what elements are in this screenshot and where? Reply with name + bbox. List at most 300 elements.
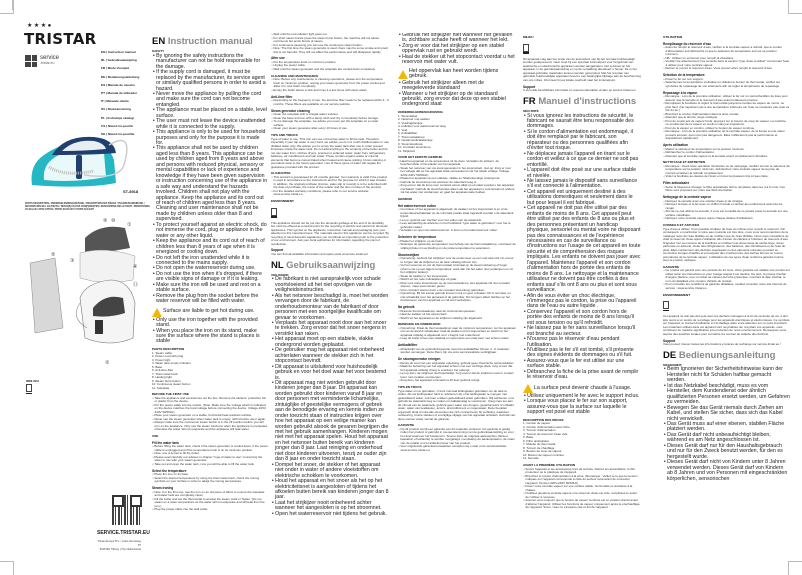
subsection-heading: Fill the water tank [152,440,179,445]
diagram-label: ⑪ [133,282,139,288]
parts-list-item: 3. Power light [152,357,171,362]
paragraph: Type d'eau à utiliser. Il est possible d'utiliser de l'eau du robinet pour remplir le réservoir. Par conséquent, en particulier si votre eau courante est très dure, nous vous recommandons de la mélanger avec de l'eau distillée ou de n'utiliser que de l'eau distillée. Nous vous conseillons de vider le réservoir d'eau après l'utilisation afin d'éviter du calcaire à l'intérieur du réservoir d'eau. N'ajoutez rien au contenu de la bouilloire et n'utilisez pas d'eau issue de sèche-linge, d'eau parfumée ou adoucie, d'eau des réfrigérateurs, des batteries, des climatiseurs et de l'eau de pluie. Elles contiennent des déchets organiques ou des éléments minéraux pouvant se concentrer lorsque chauffés et provoquant des crachements, des taches brunes ou l'usure prématurée de la centrale vapeur. L'utilisation de ces types d'eau rendra la garantie fournie avec le produit, caduque. [663,226,789,263]
bullet-item: • Cet appareil ne doit pas être utilisé par des enfants de moins de 8 ans. Cet appareil peut être utilisé par des enfants de 8 ans ou plus et des personnes présentant un handicap physique, sensoriel ou mental voire ne disposant pas des connaissances et de l'expérience nécessaires en cas de surveillance ou d'instructions sur l'usage de cet appareil en toute sécurité et de compréhension des risques impliqués. Les enfants ne doivent pas jouer avec l'appareil. Maintenez l'appareil et son cordon d'alimentation hors de portée des enfants de moins de 8 ans. Le nettoyage et la maintenance utilisateur ne doivent pas être confiés à des enfants sauf s'ils ont 8 ans ou plus et sont sous surveillance. [523,206,641,293]
bullet-item: • Beim Ignorieren der Sicherheitshinweise kann der Hersteller nicht für Schäden haftbar gemacht werden. [663,367,790,383]
subsection-heading: Nettoyage de la centrale vapeur [663,195,712,200]
bullet-item-small: • Take the appliance and accessories out the box. Remove the stickers, protective foil or plastic from the device. [152,397,268,404]
diagram-label: ⑨ [103,218,108,224]
crop-mark [788,0,802,14]
bullet-item: • The appliance must be placed on a stable, level surface. [152,108,268,119]
parts-list-item: 6. Filtre anticalcaire [523,438,550,443]
bullet-item-small: • Ce produit est garanti pour une période de 24 mois. Votre garantie est valable si le produit est utilisé selon les instructions et pour l'usage auquel il est destiné. De plus, la preuve d'achat d'origine (facture, reçu ou ticket de caisse) doit être présentée, montrant la date d'achat, le nom du détaillant et le numéro d'article du produit. [663,269,790,283]
diagram-label: ④ [133,264,138,270]
language-item: CS | Návod na použití [101,123,133,128]
language-item: SV | Bruksanvisning [101,107,131,112]
bullet-item-small: • Select the desired temperature by using the thermostat knob, check the ironing symbols on your clothes in order to adapt the ironing temperature. [152,477,268,484]
bullet-item: • Wanneer u het strijkijzer op de standaard gebruikt, zorg ervoor dat deze op een stabiel ondergrond staat [398,92,516,108]
hot-surface-warning [398,69,516,80]
section-heading: REINIGING EN ONDERHOUD [398,322,441,327]
bullet-item: • Cet appareil est uniquement destiné à des utilisations domestiques et seulement dans le but pour lequel il est fabriqué. [523,190,641,206]
bullet-item: • Als het netsnoer beschadigd is, moet het worden vervangen door de fabrikant, de onderhoudsmonteur van de fabrikant of door personen met een soortgelijke kwalificatie om gevaar te voorkomen. [271,294,389,321]
bullet-item-small: • Remarque : Avant toute opération d'entretien ou de nettoyage, veuillez tourner le sélecteur de température sur la position minimum, débranchez votre centrale vapeur de la prise de courant et laissez-la refroidir complètement. [663,165,790,176]
section-heading: BEFORE THE FIRST USE [152,392,189,397]
column-en [152,33,268,555]
model-number: ST-8918 [123,189,139,194]
bullet-item-small: • N'utilisez jamais la centrale vapeur si le réservoir d'eau est vide, remplissez-le avant de l'utiliser à nouveau. [523,492,641,499]
bullet-item-small: • Plaats het apparaat op een stabiele, vlakke en hittebestendige ondergrond. [398,177,516,181]
bullet-item-small: • Druk voor korte stoomstoten op de stoomstootknop. Het apparaat zal niet constant stomen, maar stoomstoten geven. [398,282,516,289]
section-heading: TIPS EN TRUCS [398,385,422,390]
section-heading: PARTS DESCRIPTION [152,347,185,352]
section-heading: SICHERHEIT [663,362,682,367]
bullet-item-small: • Selon la fréquence d'usage, le filtre anticalcaire doit le remplacer dans les 4 à 6 mois. Ces filtres sont proposés sur notre site Web d'entretien. [663,186,790,193]
bullet-item: • Dit apparaat mag niet worden gebruikt door kinderen jonger dan 8 jaar. Dit apparaat kan worden gebruikt door kinderen vanaf 8 jaar en door personen met verminderde lichamelijke, zintuiglijke of geestelijke vermogens of gebrek aan de benodigde ervaring en kennis indien ze onder toezicht staan of instructies krijgen over hoe het apparaat op een veilige manier kan worden gebruikt alsook de gevaren begrijpen die met het gebruik samenhangen. Kinderen mogen niet met het apparaat spelen. Houd het apparaat en het netsnoer buiten bereik van kinderen jonger dan 8 jaar. Laat reiniging en onderhoud niet door kinderen uitvoeren, tenzij ze ouder zijn dan 8 jaar en onder toezicht staan. [271,381,389,463]
bullet-item-small: • For short steam bursts press the steam burst button, the machine will not steam continuous but emits bursts of steam. [271,37,389,44]
bullet-item-small: • Steek de stekker in het stopcontact. [398,275,516,279]
manual-title: Manuel d'instructions [538,95,637,107]
bullet-item: • Haal de stekker uit het stopcontact voordat u het reservoir met water vult. [398,55,516,66]
weee-bin-icon [26,384,32,392]
section-heading: USE [152,434,159,439]
parts-list-item: 10. Continuous steam button [152,382,191,387]
bullet-item: • N'utilisez pas le fer s'il est tombé, s'il présente des signes évidents de dommages ou s'il fuit. [523,348,641,359]
parts-diagram [25,218,145,368]
bullet-item: • Remove the plug from the socket before the water reservoir will be filled with water. [152,294,268,305]
section-heading: TIPS AND TRICKS [271,132,298,137]
bullet-item-small: • For the detailed warranty conditions, please refer to our service website: www.service.tristar.eu [271,190,389,197]
weee-label: IMDE 2012 [26,380,39,383]
section-heading: GARANTIE [663,264,680,269]
paragraph: U kunt alle beschikbare informatie en reserveonderdelen vinden op service.tristar.eu! [523,88,636,93]
product-photo [24,125,144,190]
language-code: FR [523,95,536,107]
parts-list-item: 4. Témoin de réservoir d'eau vide [523,431,568,436]
paragraph: Cet appareil ne doit pas être jeté avec les déchets ménagers à la fin de sa durée de vie, il doit être remis à un centre de recyclage pour les appareils électriques et électroniques. Ce symbole sur l'appareil, le manuel d'utilisation et l'emballage attire votre attention sur ce point important. Les matériaux utilisés dans cet appareil sont recyclables. En recyclant vos appareils, vous contribuez de manière significative à la protection de notre environnement. Renseignez-vous auprès des autorités locales pour connaître les centres de collecte des déchets. [663,314,790,336]
bullet-item-small: • Unplug the power cable. [271,64,389,68]
bullet-item-small: • Assurez-vous toujours que le bouton de vapeur continue est en position d'arrêt avant d'allumer l'appareil. Utilisez les fonctions de vapeur uniquement après le préchauffage de l'appareil. Sinon, l'eau ne s'évapore pas et fuit de l'appareil. [523,499,641,510]
language-heading [152,36,268,47]
parts-list-item: 4. Water tank empty indicator [152,361,191,366]
bullet-item-small: • Lees aandachtig de adviezen in het hoofdstuk "type water te gebruiken" voor het te gebruiken water. [398,222,516,229]
language-item: IT | Manuale utente [101,99,129,104]
bullet-item: • Zorg er voor dat het strijkijzer op een stabiel oppervlak rust en gebruikt wordt. [398,44,516,55]
section-heading: SAFETY [152,49,165,54]
section-heading: NETTOYAGE ET ENTRETIEN [663,160,706,165]
bullet-item-small: • Branchez le cordon d'alimentation à la prise. (Remarque : Veillez à ce que la tension indiquée sur l'appareil corresponde à celle du secteur local avant de connecter l'appareil. Tension 220V-240V 50/60Hz) [523,475,641,486]
language-item: EN | Instruction manual [101,50,136,54]
parts-list-item: 1. Cordon de vapeur [523,421,551,426]
bullet-item-small: • Op dit product wordt een garantie van 24 maanden verleend. Uw garantie is geldig indien het product is gebruikt in overeenstemming met de gebruiksaanwijzing en voor het doel waarvoor het bestemd is. Tevens dient de originele aankoopbon (factuur, kassabon of kwitantie) te worden overgelegd, met daarop de aankoopdatum, de naam van de retailer en het artikelnummer van het product. [398,428,516,446]
parts-list-item: 8. Témoin de chauffage [523,445,555,450]
subsection-heading: Selecteer de temperatuur [398,235,437,240]
section-heading: ENVIRONMENT [271,198,294,203]
column-nl-fr [523,33,641,555]
brand-stars: ★★★● [27,23,53,29]
bullet-item-small: • Pour connaître les conditions de garantie détaillées, veuillez consulter notre site Internet de service : www.service.tristar.eu [663,283,790,290]
parts-list-item: 9. Bouton de coup de vapeur [523,449,562,454]
bullet-item: • Si le cordon d'alimentation est endommagé, il doit être remplacé par le fabricant, son réparateur ou des personnes qualifiées afin d'éviter tout risque. [523,130,641,152]
language-heading [271,260,389,271]
bullet-item-small: • Posez votre centrale vapeur sur une surface stable, horizontale et résistante à la chaleur. [523,485,641,492]
parts-list-item: 7. Molette du thermostat [523,442,556,447]
bullet-item-small: • Clean the base and iron with a damp cloth and dry it completely before storage. [271,117,389,121]
bullet-item: • Laat het strijkijzer nooit onbeheerd achter wanneer het aangesloten is op het stroomnet. [271,501,389,512]
weee-bin-icon [271,208,277,216]
subsection-heading: Remplissage du réservoir d'eau [663,41,712,46]
subsection-heading: Filtre anticalcaire [663,181,690,186]
language-heading [523,96,641,107]
weee-bin-icon [523,44,529,52]
bullet-item-small: • Maak de behuizing van het apparaat schoon met een vochtige doek, zorg ervoor dat het apparaat volledig droog is voordat u het opbergt. [398,365,516,372]
bullet-item-small: • Avant de remplir le réservoir d'eau, vérifiez si la centrale vapeur a refroidi, que le cordon d'alimentation soit débranché et que le sélecteur de température soit sur sa position minimum. [663,46,790,57]
diagram-label: ⑤ [51,252,56,258]
bullet-item-small: • Note: For the first use, use the iron on an old piece of fabric to ensure the soleplate and water tank are completely clean. [152,491,268,498]
warning-text: Surface are liable to get hot during use. [163,308,255,315]
bullet-item: • Ne déplacez jamais l'appareil en tirant sur le cordon et veillez à ce que ce dernier ne soit pas entortillé. [523,152,641,168]
bullet-item: • Dieses Gerät darf nur für den Haushaltsgebrauch und nur für den Zweck benutzt werden, für den es hergestellt wurde. [663,444,790,460]
diagram-label: ③ [70,258,75,264]
bullet-item-small: • Gebruik de stoomknop niet wanneer de watertank leeg is. [398,181,516,185]
bullet-item: • Verplaats het apparaat nooit door aan het snoer te trekken. Zorg ervoor dat het snoer nergens in verstrikt kan raken. [271,321,389,337]
parts-list-item: 11. Strijkzool [398,148,415,153]
bullet-item: • Ne laissez pas le fer sans surveillance lorsqu'il est branché au secteur. [523,326,641,337]
bullet-item: • De fabrikant is niet aansprakelijk voor schade voortvloeiend uit het niet opvolgen van de veiligheidsinstructies. [271,277,389,293]
bullet-item: • Open het waterreservoir niet tijdens het gebruik. [271,512,389,517]
cover-panel [0,0,150,575]
section-heading: GUARANTEE [271,171,291,176]
warning-triangle-icon [523,384,533,393]
subsection-heading: After use [271,56,285,61]
bullet-item: • Gebruik het strijkijzer niet wanneer het gevallen is, zichtbare schade heeft of wanneer het lekt. [398,33,516,44]
bullet-item-small: • Haal het apparaat en de accessoires uit de doos. Verwijder de stickers, de beschermfolie of het plastic van het apparaat. [398,160,516,167]
bullet-item-small: • Depending on the frequency of use, the anti-lime filter needs to be replaced within 4 - 6 months. These filters are available on our service website. [271,99,389,106]
parts-list-item: 2. Cordon d'alimentation avec fiche [523,424,570,429]
bullet-item: • This appliance shall not be used by children aged less than 8 years. This appliance can be used by children aged from 8 years and above and persons with reduced physical, sensory or mental capabilities or lack of experience and knowledge if they have been given supervision or instruction concerning use of the appliance in a safe way and understand the hazards involved. Children shall not play with the appliance. Keep the appliance and its cord out of reach of children aged less than 8 years. Cleaning and user maintenance shall not be made by children unless older than 8 and supervised. [152,146,268,222]
parts-list-item: 5. Base [523,435,534,440]
bullet-item: • This appliance is only to be used for household purposes and only for the purpose it is made for. [152,130,268,146]
parts-list-item: 3. Témoin d'alimentation [523,428,556,433]
bullet-item: • To protect yourself against an electric shock, do not immerse the cord, plug or appliance in the water or any other liquid. [152,223,268,239]
bullet-item-small: • Opmerking: Gebruik het strijkijzer voor de eerste keer op een oud stuk stof om ervoor te zorgen dat de strijkzool en de tank volledig schoon zijn. [398,257,516,264]
subsection-heading: Select the temperature [152,468,187,473]
subsection-heading: Na gebruik [398,304,415,309]
parts-list-item: 11. Soleplate [152,385,170,390]
parts-list-item: 5. Base [152,364,163,369]
section-heading: ENVIRONNEMENT [663,292,691,297]
section-heading: CLEANING AND MAINTENANCE [271,73,319,78]
language-code: NL [271,259,284,271]
parts-list-item: 2. Netsnoer met stekker [398,117,430,122]
subsection-heading: Support [271,248,284,253]
bullet-item: • Ne laissez jamais le dispositif sans surveillance s'il est connecté à l'alimentation. [523,179,641,190]
bullet-item: • Only use the iron together with the provided stand. [152,318,268,329]
bullet-item: • Never move the appliance by pulling the cord and make sure the cord can not become entangled. [152,92,268,108]
service-label: service [40,55,60,61]
bullet-item-small: • Plaats het strijkijzer op de basis. [398,240,516,244]
bullet-item-small: • Remplissez la bouilloire et réglez le thermostat jusqu'à la marque de vapeur au moins, ou plus haut. (Ne vaporisez pas à une température inférieure car l'eau ne s'évapore pas mais va fuir du fer.) [663,102,790,113]
bullet-item-small: • Videz la bouilloire au-dessus de l'évier et rincez-la plusieurs fois à l'eau claire. [663,175,790,179]
bullet-item-small: • Note: Before any maintenance or cleaning operations, please turn the temperature knob on minimum position, unplug your steam generator from the power socket and allow it to cool down completely. [271,78,389,89]
column-en-nl [271,33,389,555]
bullet-item: • Débranchez la fiche de la prise avant de remplir le réservoir d'eau. [523,370,641,381]
subsection-heading: Stoomstrijken [398,252,420,257]
paragraph: Vous pouvez trouver toutes les informations et pièces de rechange sur service.tristar.eu ! [663,342,781,347]
bullet-item-small: • Wait until the red indicator light goes out. [271,33,389,37]
bullet-item: • Ist das Netzkabel beschädigt, muss es vom Hersteller, dem Kundendienst oder ähnlich qualifizierten Personen ersetzt werden, um Gefahren zu vermeiden. [663,384,790,406]
warning-text: La surface peut devenir chaude à l'usage. [534,384,632,391]
bullet-item-small: • Place your steam generator on a stable, horizontal heat-resistant surface. [152,414,268,418]
weee-note [26,380,39,394]
bullet-item-small: • Débranchez le cordon d'alimentation. [663,151,790,155]
bullet-item: • Utilisez uniquement le fer avec le support inclus. [523,394,641,399]
column-nl [398,33,516,555]
section-heading: CONSEILS ET ASTUCES [663,223,700,228]
section-heading: VOOR HET EERSTE GEBRUIK [398,155,443,160]
bullet-item-small: • Sélectionnez la température souhaitée en utilisant le bouton du thermostat, vérifiez les symboles de repassage de vos vêtements afin de régler la température de repassage. [663,81,790,88]
bullet-item-small: • Put the temperature knob on minimum position. [271,61,389,65]
bullet-item-small: • To not damage the soleplate, we advise you never put the soleplate on a metal surface. [271,120,389,127]
diagram-label: ② [105,360,110,366]
bullet-item-small: • Attendez que la centrale vapeur et la semelle soient complètement refroidies. [663,155,790,159]
subsection-heading: Repassage à la vapeur [663,90,698,95]
crop-mark [788,561,802,575]
paragraph: Type of water to use. This iron can use normal tap water to fill the tank. Therefore, especially if your tap water is very hard, we advise you to mix it with distilled water or use distilled water only. We advise you to empty the water tank after use in order prevent limestone inside the water tank. Do not add anything to the contents of the boiler and do not use water from: clothes dryers, scented or softened water, water from refrigerators, batteries, air conditioners and rain water. These contain organic waste or mineral elements that become concentrated when heated and cause spitting, brown staining or premature wear to the steam generator. Use of these types of water will negate the guarantee provided with the product. [271,136,389,169]
bullet-item-small: • Remarque : Lors de la première utilisation de la centrale vapeur, de la fumée et une odeur peuvent émaner, quoi n'est pas dangereux. Elles n'affecteront pas la performance et disparaîtront rapidement. [663,130,790,141]
bullet-item-small: • Steek het netsnoer van uw stoomgenerator in het stopcontact. (Let op: Zorg er voor het voltage dat op het apparaat staat overeenkomt met het lokale voltage. Voltage 220V-240V 50/60Hz) [398,167,516,178]
bullet-item: • Lorsque vous placez le fer sur son support, assurez-vous que la surface sur laquelle le support est posé est stable [523,399,641,415]
bullet-item-small: • Nettoyez la semelle avec une solution d'eau et de vinaigre. [663,200,790,204]
bullet-item-small: • Pour de la vapeur en continu, utilisez le bouton de vapeur continue. [663,127,790,131]
bullet-item: • Do not left the iron unattended while it is connected to the mains supply. [152,256,268,267]
service-logo [25,55,59,67]
address-line: 5015 BH Tilburg | The Netherlands [99,548,141,551]
parts-list-item: 8. Heating light [152,375,173,380]
bullet-item: • By ignoring the safety instructions the manufacturer can not be hold responsible for the damage. [152,54,268,70]
bullet-item-small: • Wacht tot het rode indicatielampje uit gaat. [398,278,516,282]
tristar-logo: TRISTAR [24,30,97,48]
parts-list-item: 3. Voedingslampje [398,120,423,125]
bullet-item: • Si vous ignorez les instructions de sécurité, le fabricant ne saurait être tenu responsable des dommages. [523,114,641,130]
subsection-heading: Antikalkfilter [398,343,418,348]
bullet-item: • Houd het apparaat en het snoer als het op het elektriciteitsnet is aangesloten of tijdens het afkoelen buiten bereik van kinderen jonger dan 8 jaar. [271,479,389,501]
bullet-item-small: • Take out and open the water tank, now you will be able to fill the water tank. [152,463,268,467]
bullet-item-small: • Remarque : Lors de la première utilisation, utilisez le fer sur un vieil échantillon de tissu pour assurer que la semelle et le réservoir d'eau soient totalement propres. [663,95,790,102]
bullet-item: • The user must not leave the device unattended while it is connected to the supply. [152,119,268,130]
diagram-label: ⑩ [111,218,116,224]
bullet-item-small: • Put the power cable into the socket. (Note: Make sure the voltage which is indicated on the device matches the local voltage before connecting the device. Voltage 220V-240V 50/60Hz) [152,404,268,415]
bullet-item: • Dompel het snoer, de stekker of het apparaat niet onder in water of andere vloeistoffen om elektrische schokken te voorkomen. [271,463,389,479]
bullet-item-small: • Opmerking: Bij het eerste gebruik kunnen rook en geur ontstaan. Dit is normaal, en niet schadelijk voor het apparaat of de gebruiker. Dit zal geen effect hebben op het functioneren van het apparaat en zal snel verdwijnen. [398,292,516,303]
paragraph: Dit apparaat mag aan het einde van de levensduur niet bij het normale huishoudelijk worden gedeponeerd, maar moet bij een speciaal inzamelpunt voor hergebruik van elektrische en elektronische apparaten worden aangeboden. Het symbool op het apparaat, in de gebruiksaanwijzing en op de verpakking attendeert u hierop. De in het apparaat gebruikte materialen kunnen worden gerecycled. Met het recyclen van gebruikte huishoudelijke apparaten levert u een belangrijke bijdrage aan de bescherming van ons milieu. Informeer bij uw lokale overheid naar het inzamelpunt. [523,56,641,82]
language-item: ES | Manual de usuario [101,82,135,87]
bullet-item-small: • Posez le fer sur son support. [663,78,790,82]
hot-surface-warning [523,384,641,393]
subsection-heading: Après utilisation [663,143,688,148]
manual-title: Gebruiksaanwijzing [286,259,376,271]
bullet-item: • Das Gerät darf nicht unbeaufsichtigt bleiben, während es am Netz angeschlossen ist. [663,433,790,444]
bullet-item-small: • Nettoyez votre centrale vapeur après chaque dizaine d'utilisations. [663,217,790,221]
language-item: DE | Bedienungsanleitung [101,74,140,79]
parts-list-item: 7. Thermostat knob [152,371,178,376]
bullet-item-small: • Controleer of het apparaat is afgekoeld, de stekker uit het stopcontact is en of de temperatuurschakelaar op de minimale positie staat ingesteld voordat u de watertank bijvult. [398,208,516,219]
bullet-item-small: • Haal de stekker uit het stopcontact. [398,313,516,317]
warning-triangle-icon [398,70,408,79]
language-heading [663,350,790,361]
bullet-item-small: • Vul het reservoir en zet de thermostaat minimaal op de stoommarkering of hoger (stoom niet op een lagere temperatuur, want dan zal het water niet verdampen en uit het strijkijzer lekken). [398,264,516,275]
bullet-item-small: • NB : Utilisez un entonnoir pour remplir la chaudière. [663,57,790,61]
language-item: SK | Návod na použitie [101,131,135,136]
parts-list-item: 10. Constant stoomknop [398,145,431,150]
qr-code [112,495,142,525]
bullet-item-small: • For continuous steaming you can use the continuous steam button. [271,44,389,48]
language-code: DE [663,349,677,361]
bullet-item-small: • Leeg de boiler boven een wasbak en spoel deze een paar keer met schoon water. [398,337,516,341]
bullet-item-small: • Retirez et ouvrez le réservoir d'eau. Vous pouvez alors remplir le réservoir d'eau. [663,67,790,71]
bullet-item-small: • Let op: gebruik een trechter voor het vullen van de watertank. [398,219,516,223]
bullet-item-small: • Zorg dat u het apparaat minimaal na 10 keer gebruik reinigt. [398,379,516,383]
section-heading: GARANTIE [398,423,415,428]
bullet-item-small: • Before filling the water tank, check if the steam generator is cooled down, if the power cable is unplugged and if the temperature knob is on its minimum position. [152,445,268,452]
section-heading: VEILIGHEID [271,272,289,277]
bullet-item-small: • This product is guaranteed for 24 months granted. Your warranty is valid if the product is used in accordance to the instructions and for the purpose for which it was created. In addition, the original purchase (invoice, sales slip or receipt) is to be submitted with the date of purchase, the name of the retailer and the item number of the product. [271,176,389,190]
bullet-item-small: • Verwijder en open het waterreservoir. U kunt nu het waterreservoir vullen. [398,229,516,233]
bullet-item: • Das Gerät muss auf einer ebenen, stabilen Fläche platziert werden. [663,422,790,433]
bullet-item-small: • Mettez le sélecteur de température sur la position minimum. [663,148,790,152]
parts-list-item: 9. Stoomstootknop [398,141,424,146]
service-icon [25,55,37,67]
language-item: PL | Instrukcja obsługi [101,115,134,120]
bullet-item-small: • Afin de ne pas abîmer la semelle, il vous est conseillé de ne jamais poser la semelle sur une surface métallique. [663,210,790,217]
section-heading: ONDERDELENBESCHRIJVING [398,110,443,115]
bullet-item-small: • Veuillez lire attentivement nos conseils dans la section "type d'eau à utiliser" concernant l'eau à utiliser pour votre centrale vapeur. [663,60,790,67]
bullet-item-small: • Sortez l'appareil et les accessoires hors de la boîte. Retirez les autocollants, le film protecteur ou le plastique de l'appareil. [523,468,641,475]
section-heading: SÉCURITÉ [523,108,539,113]
bullet-item-small: • Plug the power cable into the wall outlet. [152,508,268,512]
bullet-item-small: • Reinig de zool met een azijnwater oplossing; gebruik geen chemische oplosmiddelen. [398,362,516,366]
bullet-item: • Bewegen Sie das Gerät niemals durch Ziehen am Kabel, und stellen Sie sicher, dass sich das Kabel nicht verwickelt. [663,406,790,422]
section-heading: UTILISATION [663,35,683,40]
section-heading: GEBRUIK [398,197,413,202]
subsection-heading: Het waterreservoir vullen [398,203,437,208]
parts-list-item: 4. Indicator voor waterreservoir leeg [398,124,446,129]
parts-list-item: 8. Opwarmindicatielampje [398,138,433,143]
parts-description-heading: PARTS DESCRIPTION / ONDERDELENBESCHRIJVING / DESCRIPTION DES PIÈCES / TEILEBESCHREIBUNG / DESCRIPCIÓN DE LAS PIEZAS / DESCRIÇÃO DOS COMPONENTES / DESCRIZIONE DELLE PARTI / BESKRIVNING AV DELAR / OPIS CZĘŚCI / POPIS SOUČÁSTÍ / POPIS SÚČASTÍ [25,203,150,212]
bullet-item-small: • Fill the boiler and set the thermostat to at least the steam mark or higher. (Do not steam on a lower temperature as the water will not evaporate and will leak from the iron.) [152,498,268,509]
language-item: PT | Manual de utilizador [101,90,138,95]
subsection-heading: Support [523,84,536,89]
bullet-item-small: • Nettoyez la base et le fer avec un chiffon humide et séchez-les entièrement avant de les ranger. [663,203,790,210]
language-item: NL | Gebruiksaanwijzing [101,58,137,63]
parts-list-item: 5. Voet [398,127,408,132]
bullet-item-small: • Draai de thermostaatknop naar de minimumtemperatuur. [398,310,516,314]
bullet-item-small: • Voor uitgebreide garantievoorwaarden verwijzen wij u naar onze servicewebsite: www.service.tristar.eu [398,445,516,452]
parts-list-item: 6. Anti-lime filter [152,368,174,373]
bullet-item: • Do not open the waterreservoir during use. [152,266,268,271]
section-heading: DESCRIPTION DES PIÈCES [523,417,564,422]
bullet-item-small: • Please read carefully our advises in chapter "type of water to use" concerning the water to use with your steam generator. [152,456,268,463]
bullet-item-small: • Pour de courts jets de vapeur brefs, appuyez sur le bouton de coup de vapeur. La machine ne produit pas de la vapeur en continu mais par impulsions. [663,120,790,127]
paragraph: Type water om te gebruiken. U kunt normaal leidingwater gebruiken om de tank te vullen. Als uw leidingwater hard is, adviseren wij u het leidingwater te mengen met gedestilleerd water, ook kunt u alleen gedestilleerd water gebruiken. Wij adviseren u na gebruik de watertank leeg te maken om kalkaanslag te voorkomen. Voeg niets toe aan de inhoud van de watertank, gebruik geen water van drogers, geparfumeerd of ontkalkt water, water van koelkasten, accu's, airconditioners en regenwater. Deze bevatten organisch afval of minerale elementen die zich concentreren bij verhitting, waardoor verkleuring, bruine vlekken of voortijdige slijtage van het apparaat ontstaan. Gebruik van deze soorten water vervalt de garantie. [398,388,516,421]
bullet-item: • N'ouvrez pas le réservoir d'eau pendant l'utilisation. [523,337,641,348]
bullet-item: • Het apparaat moet op een stabiele, vlakke ondergrond worden geplaatst. [271,337,389,348]
subsection-heading: Steam ironing [152,486,174,490]
address-line: Tristar Europe B.V. | Jules Verneweg 87 [97,540,141,547]
warning-text: Het oppervlak kan heet worden tijdens gebruik. [409,67,499,80]
bullet-item-small: • Afhankelijk van de gebruiksfrequentie moet het antikalkfilter binnen 4 - 6 maanden worden vervangen. Deze filters zijn via onze servicewebsite verkrijgbaar. [398,348,516,355]
language-code: EN [152,36,166,47]
bullet-item-small: • Zorg ervoor dat de knop voor constant stoom altijd op uit staat voordat u het apparaat inschakelt. Gebruik de stoomfuncties alleen als het apparaat is voorverwarmd, anders zal het water niet verdampen en gaat het apparaat water lekken. [398,184,516,195]
subsection-heading: Steam generator cleaning [271,108,310,113]
diagram-label: ① [127,222,132,228]
bullet-item: • Conservez l'appareil et son cordon hors de portée des enfants de moins de 8 ans lorsqu'il est sous tension ou qu'il refroidit. [523,310,641,326]
bullet-item-small: • Clean your steam generator after every 10 times of use. [271,127,389,131]
bullet-item-small: • Wait until the steam generator and the soleplate are cooled down completely. [271,68,389,72]
bullet-item: • When you place the iron on its stand, make sure the surface where the stand is places is stable [152,329,268,345]
bullet-item: • Assurez-vous que le fer est utilisé sur une surface stable. [523,359,641,370]
paragraph: You can find all available information and spare parts at service.tristar.eu! [271,252,369,257]
bullet-item-small: • Always make sure the continuous steam button is in the off position before you will turn on the appliance. Only use the steam functions when the appliance is preheated otherwise the water will not evaporate and the appliance will leak water. [152,421,268,432]
bullet-item: • Make sure the iron will be used and rest on a stable surface. [152,283,268,294]
bullet-item: • Dit apparaat is uitsluitend voor huishoudelijk gebruik en voor het doel waar het voor bestemd is. [271,365,389,381]
bullet-item: • Afin de vous éviter un choc électrique, n'immergez pas le cordon, la prise ou l'appareil dans de l'eau ou autre liquide . [523,294,641,310]
manual-title: Bedienungsanleitung [678,349,776,361]
subsection-heading: Sélection de la température [663,73,705,78]
parts-list-item: 1. Stoomkabel [398,113,418,118]
service-site: .tristar.eu [40,61,55,65]
parts-list-item: 2. Power cord with plug [152,354,184,359]
hot-surface-warning [152,308,268,317]
subsection-heading: Support [663,338,676,343]
bullet-item-small: • Attendez que le témoin rouge s'éteigne. [663,116,790,120]
parts-list-item: 1. Steam cable [152,350,173,355]
parts-list-item: 7. Thermostaatknop [398,134,425,139]
warning-triangle-icon [152,308,162,317]
parts-list-item: 10. Bouton de vapeur continue [523,452,564,457]
parts-list-item: 9. Steam burst button [152,378,181,383]
bullet-item-small: • Wacht tot het apparaat en de strijkzool volledig zijn afgekoeld. [398,317,516,321]
section-heading: AVANT LA PREMIÈRE UTILISATION [523,463,576,468]
bullet-item: • Keep the appliance and its cord out of reach of children less than 8 years of age when it is energized or cooling down. [152,239,268,255]
bullet-item: • Do not use the iron when it's dropped, if there are visible signs of damage or if it is leaking. [152,272,268,283]
bullet-item: • Dieses Gerät darf nicht von Kindern unter 8 Jahren verwendet werden. Dieses Gerät darf von Kindern ab 8 Jahren und von Personen mit eingeschränkten körperlichen, sensorischen [663,460,790,482]
bullet-item-small: • Clean the soleplate with a vinegar-water solution. [271,113,389,117]
bullet-item: • If the supply cord is damaged, it must be replaced by the manufacturer, its service agent or similarly qualified persons in order to avoid a hazard. [152,70,268,92]
bullet-item-small: • Never use the steam generator when water tank is empty, refill it before use it again. [152,418,268,422]
bullet-item-small: • Selecteer de gewenste temperatuur met behulp van de thermostaatknop, controleer de strijksymbolen in uw kleding om de juiste temperatuur te selecteren. [398,243,516,250]
language-item: FR | Mode d'emploi [101,66,130,71]
subsection-heading: Anti-lime filter [271,94,293,99]
manual-title: Instruction manual [167,36,253,47]
bullet-item-small: • Empty the boiler above a sink and rinse it a few times with clean water. [271,89,389,93]
bullet-item-small: • Opmerking: Draai de thermostaatknop naar de minimum temperatuur, zet het apparaat uit met de aan/uit schakelaar, haal de stekker uit het stopcontact en wacht tot het apparaat volledig is afgekoeld voor u begint met onderhoud. [398,327,516,338]
bullet-item: • Gebruik het strijkijzer alleen met de meegeleverde standaard [398,81,516,92]
bullet-item-small: • Place the iron on its base. [152,473,268,477]
parts-list-item: 11. Semelle [523,456,539,461]
service-website[interactable]: SERVICE.TRISTAR.EU [97,530,150,536]
bullet-item: • L'appareil doit être posé sur une surface stable et nivelée. [523,168,641,179]
bullet-item-small: • Branchez le cordon d'alimentation dans la prise murale. [663,113,790,117]
subsection-heading: De stoomgenerator reinigen [398,357,441,362]
bullet-item: • De gebruiker mag het apparaat niet onbeheerd achterlaten wanneer de stekker zich in het stopcontact bevindt. [271,348,389,364]
bullet-item-small: • Voor constant stomen kunt u de constant stoomknop gebruiken. [398,289,516,293]
column-fr-de [663,33,790,555]
bullet-item-small: • Note: The first time the steam generator is used, there may be some smoke and smell, this is not harmful. They will not affect the performance and will disappear rapidly. [271,47,389,54]
parts-list-item: 6. Antikalkfilter [398,131,418,136]
company-address [95,540,141,552]
bullet-item-small: • Let op dat u de strijkzool niet beschadigt, zorg ervoor dat de strijkzool nooit in contact komt met metalen voorwerpen. [398,372,516,379]
weee-bin-icon [663,301,669,309]
paragraph: This appliance should not be put into the domestic garbage at the end of its durability, but must be offered at a central point for the recycling of electric and electronic domestic appliances. This symbol on the appliance, instruction manual and packaging puts your attention to this important issue. The materials used in this appliance can be recycled. By recycling of used domestic appliances you contribute an important push to the protection of our environment. Ask your local authorities for information regarding the point of recollection. [271,220,389,246]
